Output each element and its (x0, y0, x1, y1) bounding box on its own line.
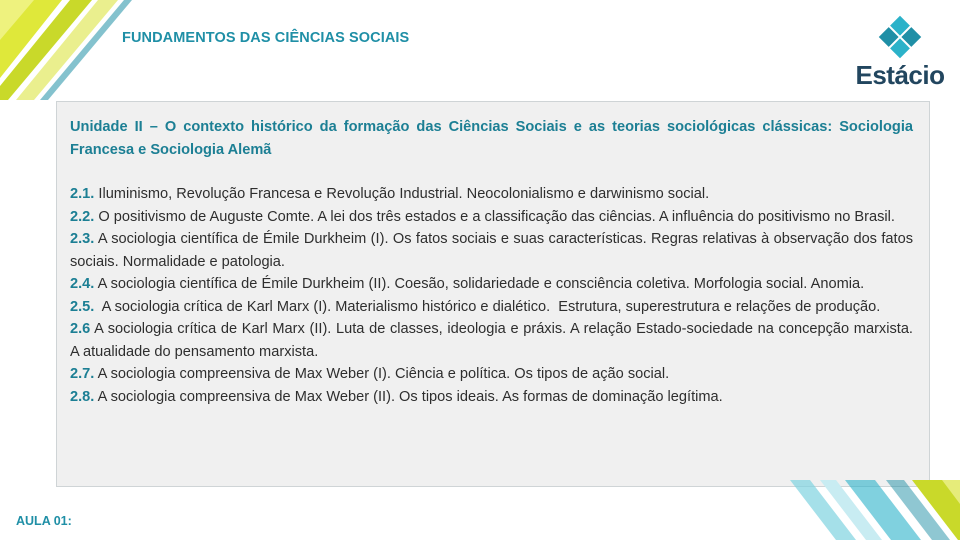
topic-number: 2.3. (70, 231, 95, 247)
topic-number: 2.4. (70, 276, 95, 292)
topic-text: A sociologia compreensiva de Max Weber (II). Os tipos ideais. As formas de dominação legítima. (94, 388, 723, 405)
content-box (56, 101, 930, 487)
topic-item (70, 206, 913, 229)
topic-item (70, 228, 913, 273)
estacio-diamond-logo-icon (877, 14, 923, 60)
topic-text: A sociologia científica de Émile Durkheim (II). Coesão, solidariedade e consciência coletiva. Morfologia social. Anomia. (94, 276, 865, 292)
topic-text: A sociologia crítica de Karl Marx (I). Materialismo histórico e dialético. Estrutura, superestrutura e relações de produção. (94, 298, 881, 315)
topic-item (70, 386, 913, 409)
topic-text: A sociologia científica de Émile Durkheim (I). Os fatos sociais e suas características. Regras relativas à observação dos fatos sociais. Normalidade e patologia. (70, 231, 913, 270)
topic-text: A sociologia crítica de Karl Marx (II). Luta de classes, ideologia e práxis. A relação Estado-sociedade na concepção marxista. A atualidade do pensamento marxista. (70, 321, 913, 360)
topic-text: A sociologia compreensiva de Max Weber (I). Ciência e política. Os tipos de ação social. (94, 366, 670, 382)
topic-number: 2.8. (70, 388, 95, 405)
lesson-label: AULA 01: (16, 514, 72, 528)
topic-item (70, 296, 913, 319)
teal-stripes-decoration-icon (660, 480, 960, 540)
course-title: FUNDAMENTOS DAS CIÊNCIAS SOCIAIS (122, 30, 410, 46)
topic-number: 2.2. (70, 208, 95, 225)
topic-item (70, 273, 913, 296)
topic-number: 2.1. (70, 186, 95, 202)
topic-text: Iluminismo, Revolução Francesa e Revolução Industrial. Neocolonialismo e darwinismo social. (94, 186, 710, 202)
topic-item (70, 318, 913, 363)
topic-number: 2.5. (70, 298, 95, 315)
topic-text: O positivismo de Auguste Comte. A lei dos três estados e a classificação das ciências. A influência do positivismo no Brasil. (94, 208, 895, 225)
unit-heading: Unidade II – O contexto histórico da formação das Ciências Sociais e as teorias sociológicas clássicas: Sociologia Francesa e Sociologia Alemã (70, 119, 913, 158)
estacio-logo (855, 14, 945, 94)
topic-item (70, 183, 913, 206)
topic-item (70, 363, 913, 386)
topic-number: 2.7. (70, 366, 95, 382)
green-stripes-decoration-icon (0, 0, 160, 100)
topic-number: 2.6 (70, 321, 91, 337)
logo-wordmark: Estácio (855, 60, 945, 90)
